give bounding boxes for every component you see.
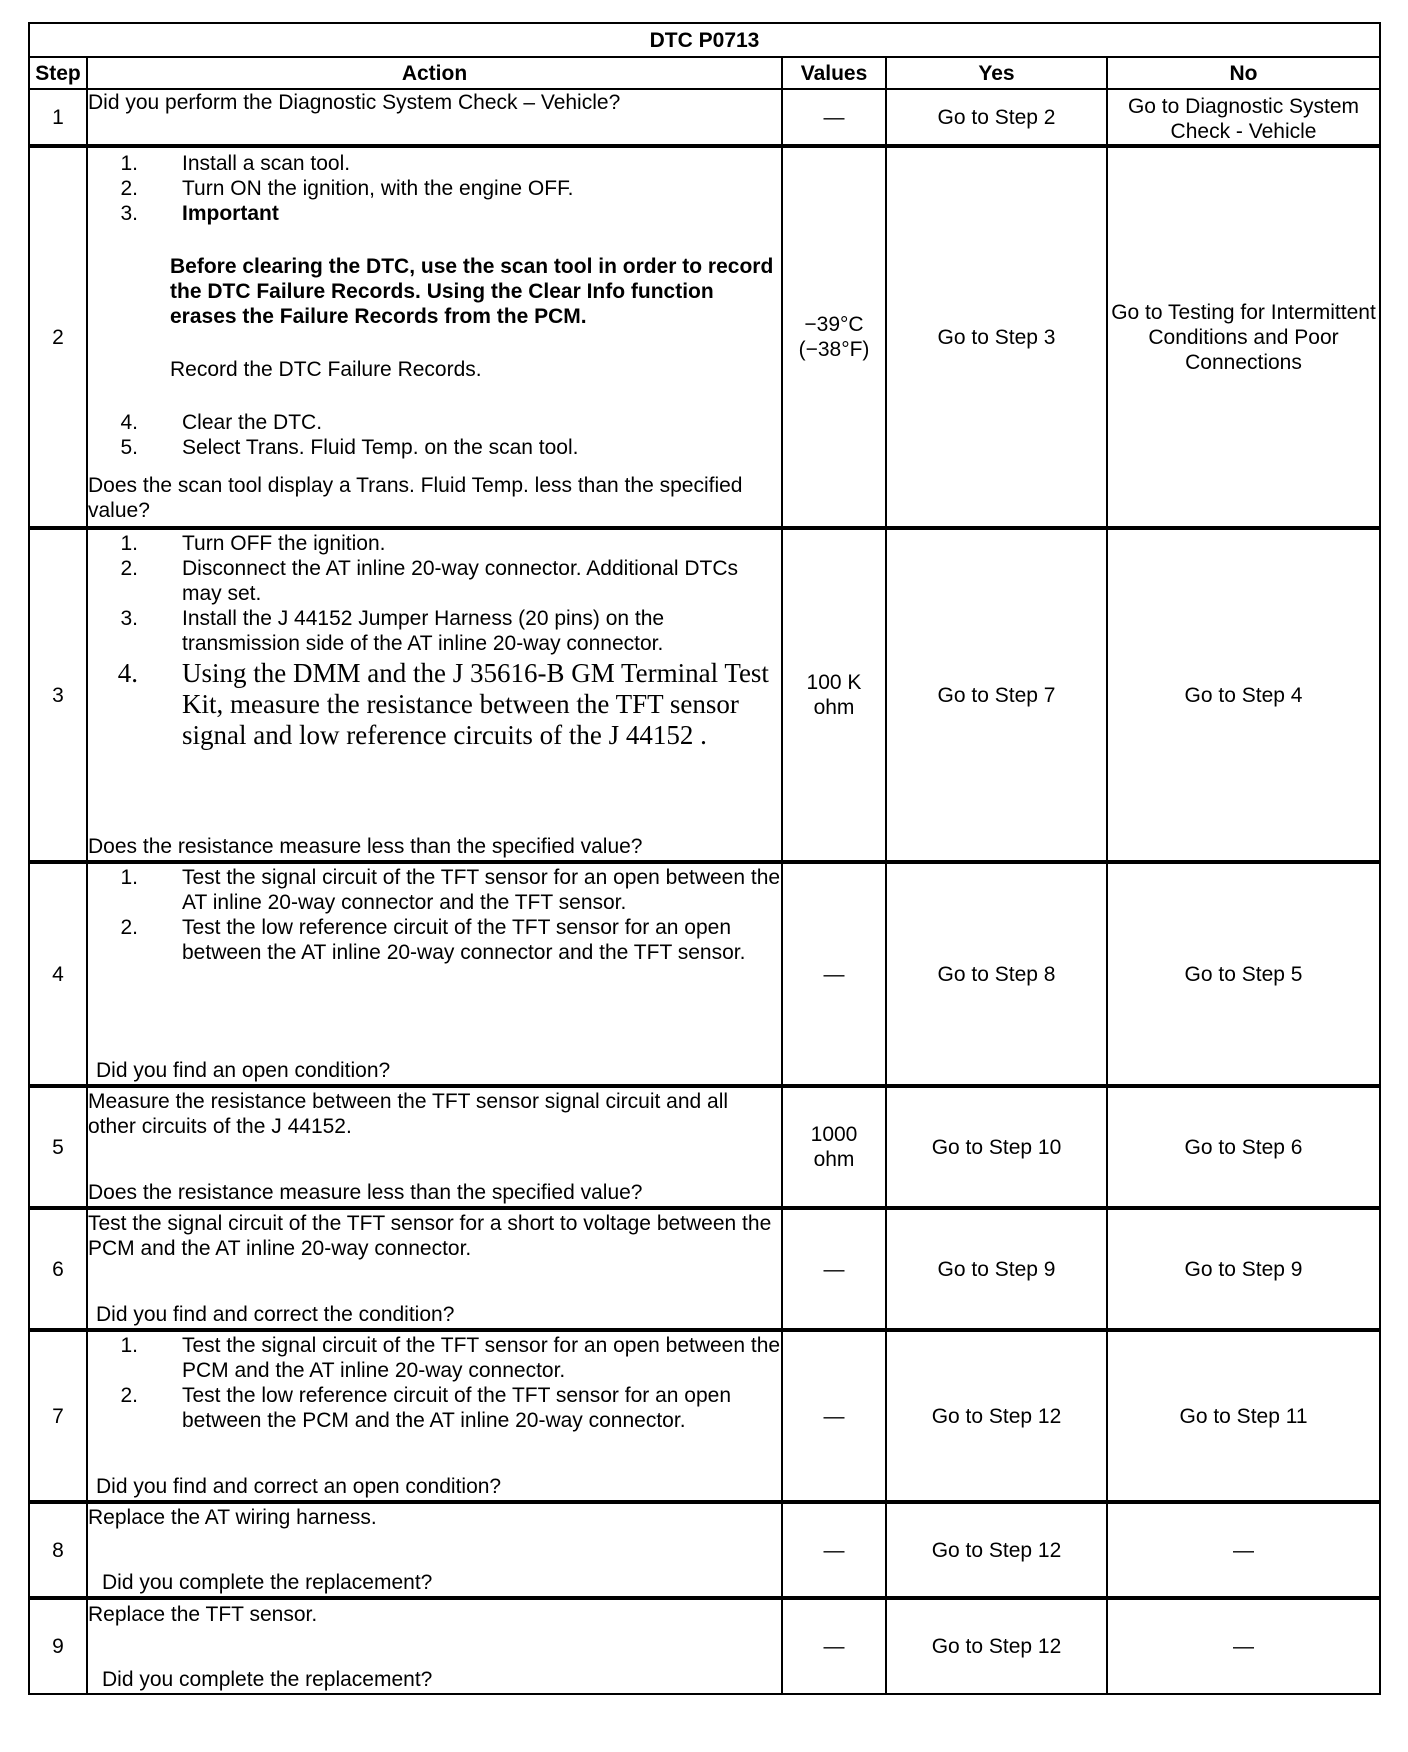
action-step: 3. Install the J 44152 Jumper Harness (20 pins) on the transmission side of the AT inline 20-way connector. — [120, 607, 665, 655]
action-cell — [87, 1598, 782, 1694]
dtc-table — [28, 22, 1381, 1695]
no-cell: Go to Testing for Intermittent Conditions and Poor Connections — [1107, 146, 1380, 528]
yes-cell: Go to Step 12 — [886, 1502, 1107, 1598]
header-row — [29, 57, 1380, 89]
yes-cell: Go to Step 7 — [886, 528, 1107, 862]
no-cell: Go to Step 6 — [1107, 1086, 1380, 1208]
values-cell — [782, 146, 886, 528]
action-text: Did you perform the Diagnostic System Check – Vehicle? — [88, 91, 621, 114]
step-number: 4 — [29, 862, 87, 1086]
value-line: −39°C — [804, 313, 864, 336]
table-row-step-6 — [29, 1208, 1380, 1330]
table-row-step-5 — [29, 1086, 1380, 1208]
values-cell — [782, 528, 886, 862]
table-row-step-9 — [29, 1598, 1380, 1694]
table-title: DTC P0713 — [29, 23, 1380, 57]
step-number: 8 — [29, 1502, 87, 1598]
action-cell — [87, 1086, 782, 1208]
action-step: 2. Turn ON the ignition, with the engine OFF. — [120, 177, 574, 200]
no-cell: Go to Step 4 — [1107, 528, 1380, 862]
action-text: Replace the TFT sensor. — [88, 1602, 318, 1626]
step-number: 1 — [29, 89, 87, 146]
values-cell: — — [782, 89, 886, 146]
yes-cell: Go to Step 9 — [886, 1208, 1107, 1330]
values-cell: — — [782, 1598, 886, 1694]
yes-cell: Go to Step 8 — [886, 862, 1107, 1086]
action-text: Replace the AT wiring harness. — [88, 1506, 377, 1529]
action-cell — [87, 1502, 782, 1598]
values-cell — [782, 1086, 886, 1208]
table-row-step-7 — [29, 1330, 1380, 1502]
question-text: Did you find and correct the condition? — [96, 1303, 455, 1326]
question-text: Does the scan tool display a Trans. Fluid Temp. less than the specified value? — [88, 474, 743, 522]
values-cell: — — [782, 1330, 886, 1502]
header-values: Values — [782, 57, 886, 89]
values-cell: — — [782, 862, 886, 1086]
question-text: Did you find an open condition? — [96, 1059, 391, 1082]
step-number: 7 — [29, 1330, 87, 1502]
action-steps — [88, 865, 781, 965]
value-line: 1000 — [810, 1123, 858, 1146]
action-step: 4. Using the DMM and the J 35616-B GM Terminal Test Kit, measure the resistance between the TFT sensor signal and low reference circuits of the J 44152 . — [117, 658, 769, 750]
table-row-step-1 — [29, 89, 1380, 146]
action-step: 3. Important — [88, 201, 781, 226]
header-step: Step — [29, 57, 87, 89]
yes-cell: Go to Step 3 — [886, 146, 1107, 528]
no-cell: Go to Step 11 — [1107, 1330, 1380, 1502]
step-number: 6 — [29, 1208, 87, 1330]
no-cell: Go to Diagnostic System Check - Vehicle — [1107, 89, 1380, 146]
values-cell: — — [782, 1208, 886, 1330]
no-cell: Go to Step 9 — [1107, 1208, 1380, 1330]
action-cell — [87, 89, 782, 146]
action-step: 1. Turn OFF the ignition. — [120, 532, 386, 555]
important-note: Before clearing the DTC, use the scan tool in order to record the DTC Failure Records. Using the Clear Info function erases the Failure Records from the PCM. — [170, 255, 774, 328]
no-cell: Go to Step 5 — [1107, 862, 1380, 1086]
action-text: Test the signal circuit of the TFT sensor for a short to voltage between the PCM and the AT inline 20-way connector. — [88, 1212, 772, 1260]
question-text: Does the resistance measure less than the specified value? — [88, 835, 643, 858]
step-number: 3 — [29, 528, 87, 862]
header-yes: Yes — [886, 57, 1107, 89]
question-text: Did you find and correct an open condition? — [96, 1475, 502, 1498]
action-step: 1. Install a scan tool. — [120, 152, 351, 175]
action-steps — [88, 531, 781, 751]
table-row-step-4 — [29, 862, 1380, 1086]
action-cell — [87, 528, 782, 862]
action-step: 1. Test the signal circuit of the TFT sensor for an open between the PCM and the AT inline 20-way connector. — [120, 1334, 781, 1382]
table-row-step-2 — [29, 146, 1380, 528]
table-row-step-8 — [29, 1502, 1380, 1598]
action-steps — [88, 151, 781, 226]
question-text: Did you complete the replacement? — [102, 1667, 433, 1691]
table-row-step-3 — [29, 528, 1380, 862]
action-steps — [88, 1333, 781, 1433]
action-steps — [88, 410, 781, 460]
action-step: 1. Test the signal circuit of the TFT sensor for an open between the AT inline 20-way connector and the TFT sensor. — [120, 866, 781, 914]
yes-cell: Go to Step 2 — [886, 89, 1107, 146]
value-line: ohm — [813, 696, 855, 719]
question-text: Did you complete the replacement? — [102, 1571, 433, 1594]
yes-cell: Go to Step 10 — [886, 1086, 1107, 1208]
action-step: 2. Test the low reference circuit of the TFT sensor for an open between the AT inline 20-way connector and the TFT sensor. — [120, 916, 746, 964]
values-cell: — — [782, 1502, 886, 1598]
step-number: 2 — [29, 146, 87, 528]
action-cell — [87, 1330, 782, 1502]
record-note: Record the DTC Failure Records. — [170, 358, 482, 381]
step-number: 9 — [29, 1598, 87, 1694]
action-cell — [87, 146, 782, 528]
value-line: 100 K — [806, 671, 862, 694]
action-step: 5. Select Trans. Fluid Temp. on the scan tool. — [120, 436, 579, 459]
value-line: (−38°F) — [798, 338, 870, 361]
yes-cell: Go to Step 12 — [886, 1598, 1107, 1694]
action-step: 2. Test the low reference circuit of the TFT sensor for an open between the PCM and the AT inline 20-way connector. — [120, 1384, 731, 1432]
step-number: 5 — [29, 1086, 87, 1208]
value-line: ohm — [813, 1148, 855, 1171]
action-cell — [87, 1208, 782, 1330]
action-step: 4. Clear the DTC. — [120, 411, 323, 434]
question-text: Does the resistance measure less than the specified value? — [88, 1181, 643, 1204]
no-cell: — — [1107, 1502, 1380, 1598]
header-no: No — [1107, 57, 1380, 89]
action-text: Measure the resistance between the TFT sensor signal circuit and all other circuits of the J 44152. — [88, 1090, 729, 1138]
important-label: Important — [182, 202, 279, 225]
action-cell — [87, 862, 782, 1086]
no-cell: — — [1107, 1598, 1380, 1694]
action-step: 2. Disconnect the AT inline 20-way connector. Additional DTCs may set. — [120, 557, 739, 605]
header-action: Action — [87, 57, 782, 89]
yes-cell: Go to Step 12 — [886, 1330, 1107, 1502]
